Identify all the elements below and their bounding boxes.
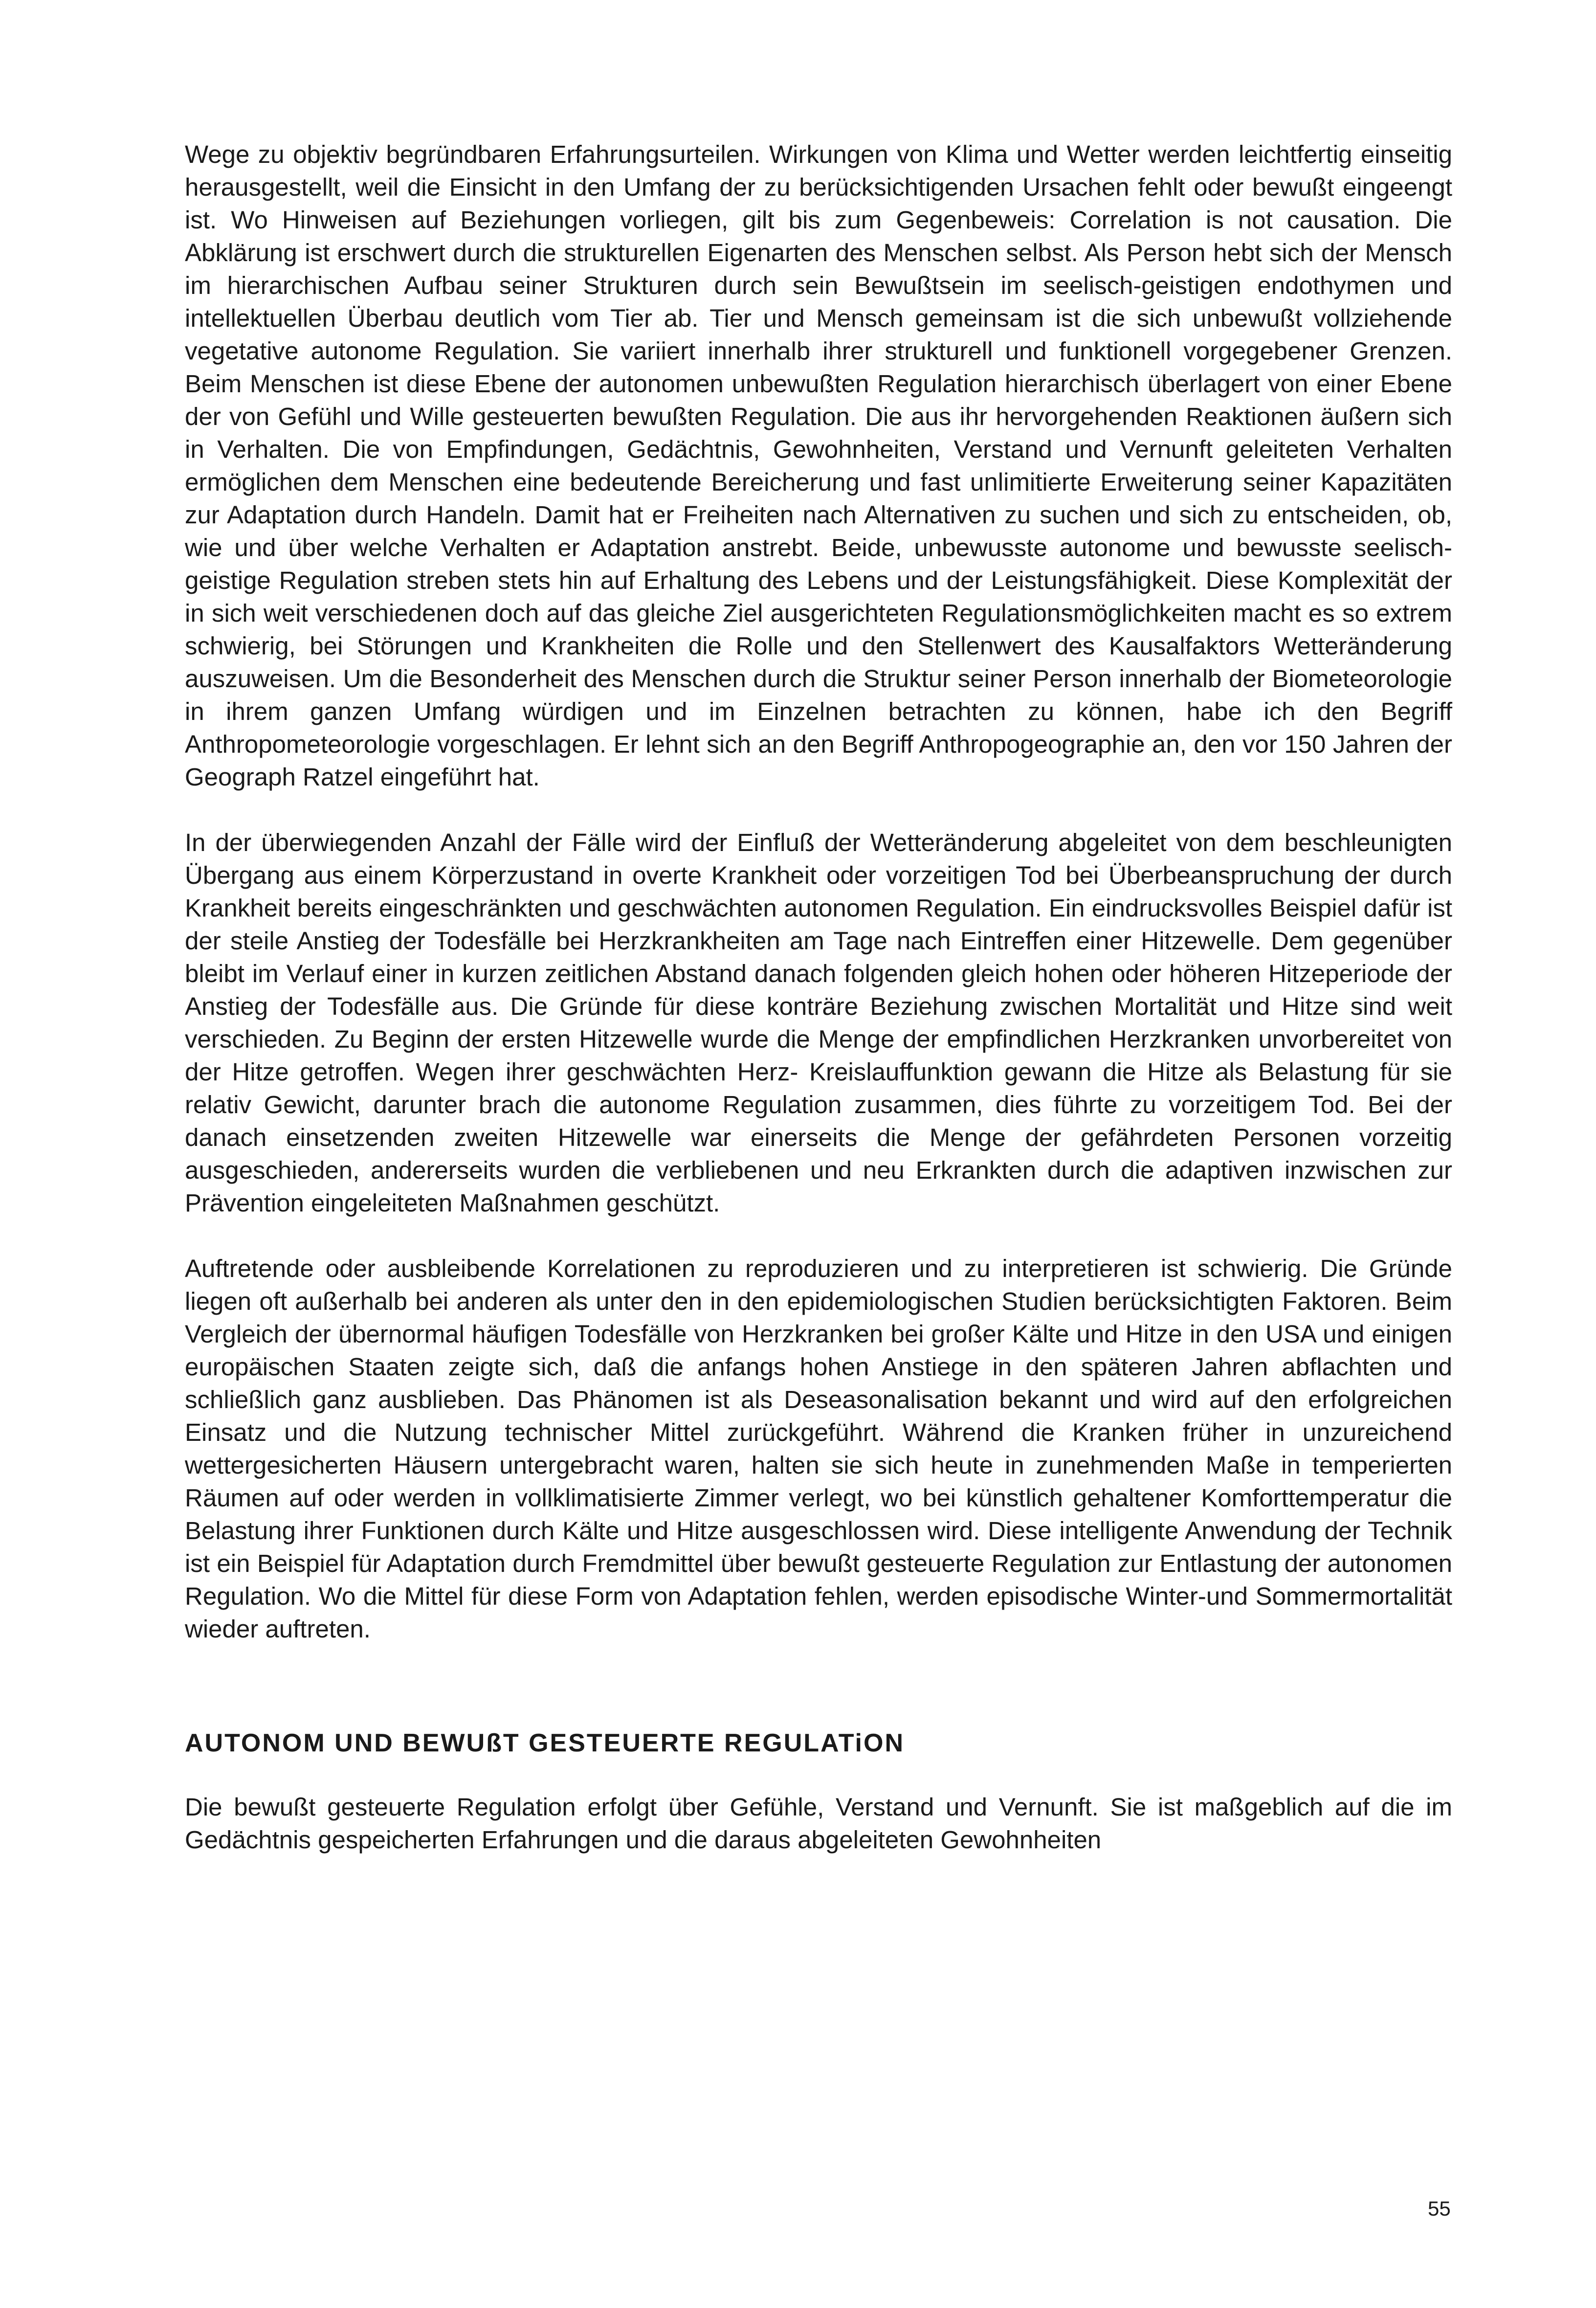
body-paragraph-1: Wege zu objektiv begründbaren Erfahrungsurteilen. Wirkungen von Klima und Wetter werden leichtfertig einseitig herausgestellt, weil die Einsicht in den Umfang der zu berücksichtigenden Ursachen fehlt oder bewußt eingeengt ist. Wo Hinweisen auf Beziehungen vorliegen, gilt bis zum Gegenbeweis: Correlation is not causation. Die Abklärung ist erschwert durch die strukturellen Eigenarten des Menschen selbst. Als Person hebt sich der Mensch im hierarchischen Aufbau seiner Strukturen durch sein Bewußtsein im seelisch-geistigen endothymen und intellektuellen Überbau deutlich vom Tier ab. Tier und Mensch gemeinsam ist die sich unbewußt vollziehende vegetative autonome Regulation. Sie variiert innerhalb ihrer strukturell und funktionell vorgegebener Grenzen. Beim Menschen ist diese Ebene der autonomen unbewußten Regulation hierarchisch überlagert von einer Ebene der von Gefühl und Wille gesteuerten bewußten Regulation. Die aus ihr hervorgehenden Reaktionen äußern sich in Verhalten. Die von Empfindungen, Gedächtnis, Gewohnheiten, Verstand und Vernunft geleiteten Verhalten ermöglichen dem Menschen eine bedeutende Bereicherung und fast unlimitierte Erweiterung seiner Kapazitäten zur Adaptation durch Handeln. Damit hat er Freiheiten nach Alternativen zu suchen und sich zu entscheiden, ob, wie und über welche Verhalten er Adaptation anstrebt. Beide, unbewusste autonome und bewusste seelisch-geistige Regulation streben stets hin auf Erhaltung des Lebens und der Leistungsfähigkeit. Diese Komplexität der in sich weit verschiedenen doch auf das gleiche Ziel ausgerichteten Regulationsmöglichkeiten macht es so extrem schwierig, bei Störungen und Krankheiten die Rolle und den Stellenwert des Kausalfaktors Wetteränderung auszuweisen. Um die Besonderheit des Menschen durch die Struktur seiner Person innerhalb der Biometeorologie in ihrem ganzen Umfang würdigen und im Einzelnen betrachten zu können, habe ich den Begriff Anthropometeorologie vorgeschlagen. Er lehnt sich an den Begriff Anthropogeographie an, den vor 150 Jahren der Geograph Ratzel eingeführt hat.	[185, 140, 1452, 791]
section-heading: AUTONOM UND BEWUßT GESTEUERTE REGULATiON	[185, 1729, 905, 1757]
body-paragraph-3: Auftretende oder ausbleibende Korrelationen zu reproduzieren und zu interpretieren ist schwierig. Die Gründe liegen oft außerhalb bei anderen als unter den in den epidemiologischen Studien berücksichtigten Faktoren. Beim Vergleich der übernormal häufigen Todesfälle von Herzkranken bei großer Kälte und Hitze in den USA und einigen europäischen Staaten zeigte sich, daß die anfangs hohen Anstiege in den späteren Jahren abflachten und schließlich ganz ausblieben. Das Phänomen ist als Deseasonalisation bekannt und wird auf den erfolgreichen Einsatz und die Nutzung technischer Mittel zurückgeführt. Während die Kranken früher in unzureichend wettergesicherten Häusern untergebracht waren, halten sie sich heute in zunehmenden Maße in temperierten Räumen auf oder werden in vollklimatisierte Zimmer verlegt, wo bei künstlich gehaltener Komforttemperatur die Belastung ihrer Funktionen durch Kälte und Hitze ausgeschlossen wird. Diese intelligente Anwendung der Technik ist ein Beispiel für Adaptation durch Fremdmittel über bewußt gesteuerte Regulation zur Entlastung der autonomen Regulation. Wo die Mittel für diese Form von Adaptation fehlen, werden episodische Winter-und Sommermortalität wieder auftreten.	[185, 1255, 1452, 1643]
body-paragraph-2: In der überwiegenden Anzahl der Fälle wird der Einfluß der Wetteränderung abgeleitet von dem beschleunigten Übergang aus einem Körperzustand in overte Krankheit oder vorzeitigen Tod bei Überbeanspruchung der durch Krankheit bereits eingeschränkten und geschwächten autonomen Regulation. Ein eindrucksvolles Beispiel dafür ist der steile Anstieg der Todesfälle bei Herzkrankheiten am Tage nach Eintreffen einer Hitzewelle. Dem gegenüber bleibt im Verlauf einer in kurzen zeitlichen Abstand danach folgenden gleich hohen oder höheren Hitzeperiode der Anstieg der Todesfälle aus. Die Gründe für diese konträre Beziehung zwischen Mortalität und Hitze sind weit verschieden. Zu Beginn der ersten Hitzewelle wurde die Menge der empfindlichen Herzkranken unvorbereitet von der Hitze getroffen. Wegen ihrer geschwächten Herz- Kreislauffunktion gewann die Hitze als Belastung für sie relativ Gewicht, darunter brach die autonome Regulation zusammen, dies führte zu vorzeitigem Tod. Bei der danach einsetzenden zweiten Hitzewelle war einerseits die Menge der gefährdeten Personen vorzeitig ausgeschieden, andererseits wurden die verbliebenen und neu Erkrankten durch die adaptiven inzwischen zur Prävention eingeleiteten Maßnahmen geschützt.	[185, 829, 1452, 1217]
body-paragraph-4: Die bewußt gesteuerte Regulation erfolgt über Gefühle, Verstand und Vernunft. Sie ist maßgeblich auf die im Gedächtnis gespeicherten Erfahrungen und die daraus abgeleiteten Gewohnheiten	[185, 1793, 1452, 1854]
page-number: 55	[1428, 2197, 1451, 2220]
document-page	[185, 138, 1452, 1856]
